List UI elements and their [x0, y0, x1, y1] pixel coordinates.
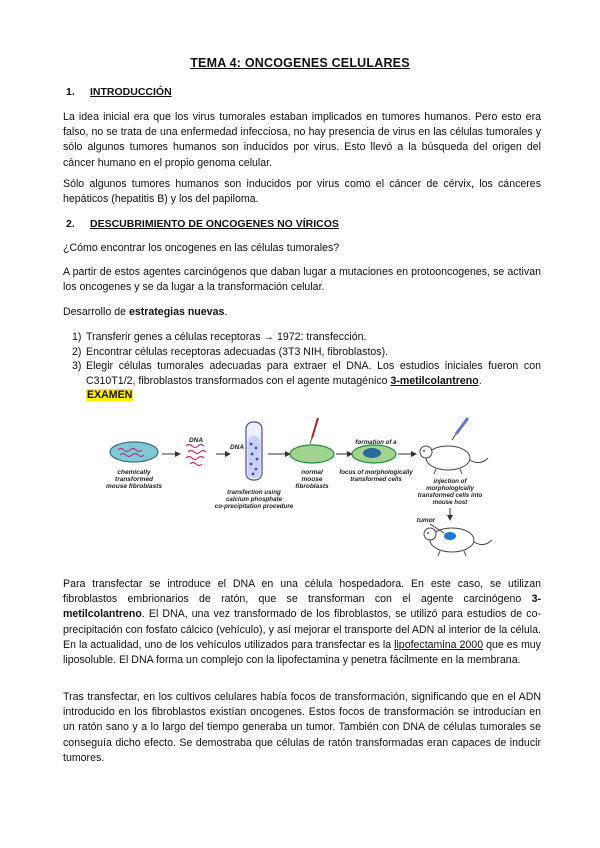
strategies-bold: estrategias nuevas	[128, 306, 225, 318]
strategies-suffix: .	[224, 306, 228, 318]
label-morphologically: morphologically	[426, 485, 474, 492]
section-2-title: DESCUBRIMIENTO DE ONCOGENES NO VÍRICOS	[90, 218, 339, 230]
exam-highlight: EXAMEN	[87, 389, 133, 402]
list-period: .	[478, 374, 482, 387]
section-1-heading	[66, 86, 172, 98]
section-2-number: 2.	[66, 218, 75, 230]
para3-part-c: que es muy liposoluble. El DNA forma un complejo con la lipofectamina y penetra fácilmente en la membrana.	[63, 638, 541, 667]
section-1-paragraph-2: Sólo algunos tumores humanos son inducidos por virus como el cáncer de cérvix, los cánceres hepáticos (hepatitis B) y los del papiloma.	[63, 178, 541, 206]
strategies-intro	[63, 305, 541, 320]
page-title: TEMA 4: ONCOGENES CELULARES	[190, 56, 410, 70]
transfection-paragraph	[63, 577, 541, 668]
list-text: Encontrar células receptoras adecuadas (3T3 NIH, fibroblastos).	[86, 345, 389, 358]
list-text: Transferir genes a células receptoras → 1972: transfección.	[86, 331, 367, 343]
list-number: 3)	[72, 360, 82, 373]
mouse-with-tumor	[424, 528, 492, 556]
label-mouse-host: mouse host	[432, 499, 468, 506]
section-2-paragraph-1: A partir de estos agentes carcinógenos que daban lugar a mutaciones en protooncogenes, se activan los oncogenes y se da lugar a la transformación celular.	[63, 266, 541, 294]
label-mouse: mouse	[301, 476, 323, 483]
list-number: 1)	[72, 331, 82, 343]
lipofectamina-term: lipofectamina 2000	[394, 638, 484, 651]
label-normal: normal	[301, 469, 323, 476]
pipette-tip	[310, 438, 312, 444]
section-1-number: 1.	[66, 86, 75, 98]
tube-solution	[248, 436, 261, 478]
label-transformed-cells-into: transformed cells into	[417, 492, 483, 499]
strategies-prefix: Desarrollo de	[63, 306, 129, 318]
list-item	[66, 330, 541, 345]
label-coprecipitation: co-precipitation procedure	[214, 503, 294, 510]
transformed-focus	[363, 448, 381, 458]
para3-part-a: Para transfectar se introduce el DNA en una célula hospedadora. En este caso, se utilizan fibroblastos embrionarios de ratón, que se transforman con el agente carcinógeno	[63, 578, 541, 606]
section-1-paragraph-1: La idea inicial era que los virus tumorales estaban implicados en tumores humanos. Pero esto era falso, no se trata de una enfermedad infecciosa, no hay presencia de virus en las células tumorales y sólo algunos tumores humanos son inducidos por virus. Esto llevó a la búsqueda del origen del cáncer humano en el propio genoma celular.	[63, 111, 541, 169]
syringe-needle	[452, 434, 456, 440]
label-fibroblasts: fibroblasts	[295, 483, 329, 490]
para3-part-b: . El DNA, una vez transformado de los fibroblastos, se utilizó para estudios de co-precipitación con fosfato cálcico (vehículo), y así mejorar el transporte del ADN al interior de la célula. En la actualidad, uno de los vehículos utilizados para transfectar es la	[63, 608, 541, 651]
culture-dish-1	[110, 442, 158, 462]
label-tumor: tumor	[416, 517, 436, 524]
label-dna-1: DNA	[188, 437, 204, 444]
label-transformed: transformed	[115, 476, 153, 483]
section-1-title: INTRODUCCIÓN	[90, 86, 172, 98]
dna-strands	[186, 445, 206, 466]
para3-bold-term: 3-metilcolantreno	[63, 593, 541, 621]
syringe	[456, 418, 468, 434]
label-focus-morphologically: focus of morphologically	[339, 469, 413, 476]
list-bold-term: 3-metilcolantreno	[390, 374, 479, 387]
strategies-list	[66, 330, 541, 403]
list-item	[66, 359, 541, 403]
pipette	[312, 418, 318, 438]
transformation-paragraph: Tras transfectar, en los cultivos celulares había focos de transformación, significando que en el ADN introducido en los fibroblastos existían oncogenes. Estos focos de transformación se introducían en un ratón sano y a lo largo del tiempo generaba un tumor. También con DNA de células tumorales se conseguía dicho efecto. Se demostraba que células de ratón transformadas eran capaces de inducir tumores.	[63, 691, 541, 764]
label-transfection-using: transfection using	[227, 489, 281, 496]
label-chemically: chemically	[117, 469, 151, 476]
label-transformed-cells: transformed cells	[350, 476, 402, 483]
tumor-mass	[444, 532, 456, 540]
section-2-heading	[66, 218, 339, 230]
label-calcium-phosphate: calcium phosphate	[225, 496, 283, 503]
section-2-question: ¿Cómo encontrar los oncogenes en las células tumorales?	[63, 242, 340, 254]
list-number: 2)	[72, 345, 82, 358]
label-mouse-fibroblasts: mouse fibroblasts	[106, 483, 162, 490]
culture-dish-2	[290, 445, 334, 463]
list-text: Elegir células tumorales adecuadas para extraer el DNA. Los estudios iniciales fueron con C310T1/2, fibroblastos transformados con el agente mutagénico	[86, 360, 541, 387]
label-dna-2: DNA	[229, 444, 245, 451]
mouse-host	[420, 446, 488, 474]
label-formation: formation of a	[355, 439, 397, 446]
label-injection: injection of	[433, 478, 467, 485]
list-item	[66, 345, 541, 360]
transfection-diagram	[100, 412, 520, 572]
